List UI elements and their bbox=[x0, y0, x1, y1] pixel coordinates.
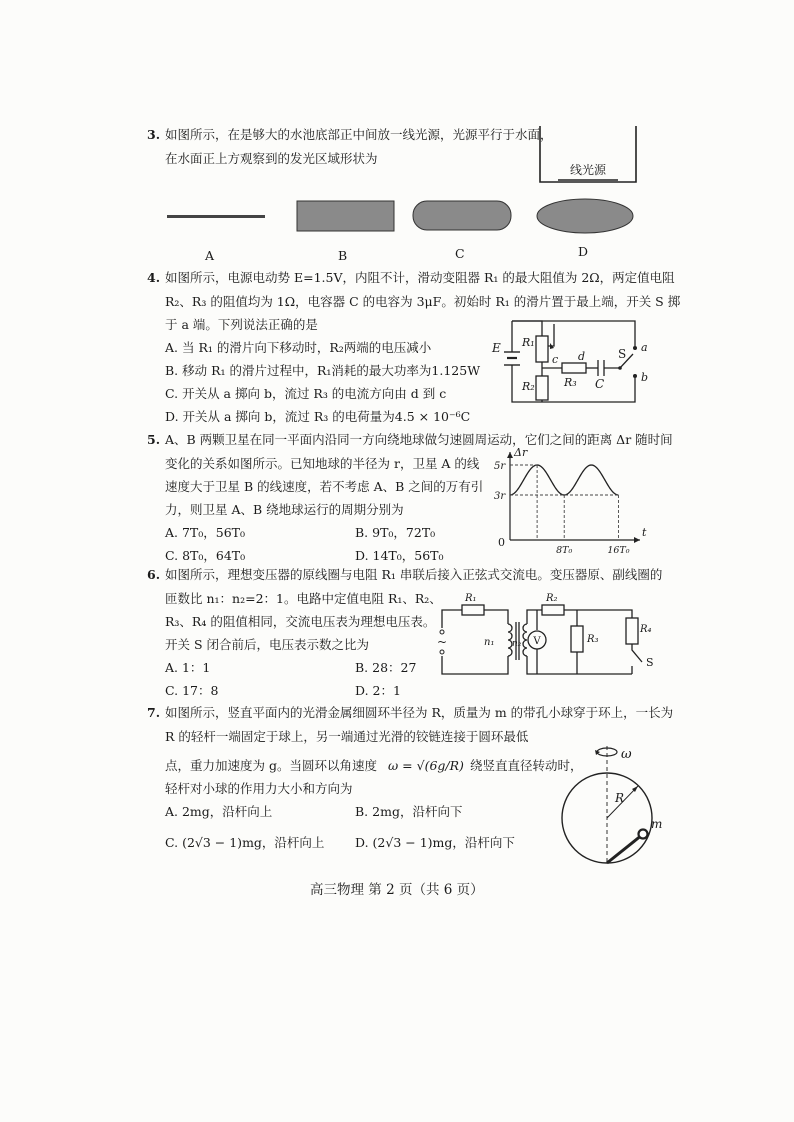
q4-circuit-diagram bbox=[490, 316, 650, 422]
q3-shape-c-capsule bbox=[413, 201, 511, 230]
page-footer: 高三物理 第 2 页（共 6 页） bbox=[310, 882, 484, 898]
q5-text-line3: 速度大于卫星 B 的线速度，若不考虑 A、B 之间的万有引 bbox=[165, 479, 484, 494]
q4-label-R1: R₁ bbox=[522, 336, 535, 349]
q5-text-line4: 力，则卫星 A、B 绕地球运行的周期分别为 bbox=[165, 502, 404, 517]
chart-origin-label: 0 bbox=[498, 536, 505, 549]
q6-label-n2: n₂ bbox=[512, 639, 522, 649]
q6-label-R3: R₃ bbox=[587, 634, 599, 645]
q4-text-line3: 于 a 端。下列说法正确的是 bbox=[165, 317, 318, 332]
q4-label-C: C bbox=[595, 377, 605, 391]
q6-number: 6. bbox=[147, 567, 161, 582]
q6-option-c: C. 17：8 bbox=[165, 683, 219, 698]
q5-option-c: C. 8T₀，64T₀ bbox=[165, 548, 246, 563]
q6-voltmeter-label: V bbox=[533, 636, 541, 647]
q3-shape-b-rect bbox=[297, 201, 394, 231]
q4-label-b: b bbox=[641, 371, 649, 384]
q4-label-a: a bbox=[641, 341, 648, 354]
q3-options-shapes bbox=[160, 196, 610, 236]
q7-omega-expression: ω = √(6g/R) bbox=[388, 758, 464, 773]
q6-label-S: S bbox=[646, 656, 654, 669]
q7-text-line1: 如图所示，竖直平面内的光滑金属细圆环半径为 R，质量为 m 的带孔小球穿于环上，一长为 bbox=[165, 705, 674, 720]
q7-option-b: B. 2mg，沿杆向下 bbox=[355, 804, 463, 819]
q4-label-E: E bbox=[492, 341, 501, 355]
q3-option-a-label: A bbox=[205, 248, 215, 263]
q7-option-c: C. (2√3 − 1)mg，沿杆向上 bbox=[165, 835, 325, 850]
q3-option-d-label: D bbox=[578, 244, 589, 259]
chart-y-tick-label: 5r bbox=[494, 461, 506, 472]
q3-shape-a-line bbox=[167, 215, 265, 218]
q4-text-line2: R₂、R₃ 的阻值均为 1Ω，电容器 C 的电容为 3μF。初始时 R₁ 的滑片置于最上端，开关 S 掷 bbox=[165, 294, 681, 309]
chart-y-tick-label: 3r bbox=[494, 491, 506, 502]
q6-label-R2: R₂ bbox=[546, 593, 558, 604]
q7-number: 7. bbox=[147, 705, 161, 720]
q7-option-d: D. (2√3 − 1)mg，沿杆向下 bbox=[355, 835, 515, 850]
q3-number: 3. bbox=[147, 127, 161, 142]
q7-text-line3b: 绕竖直直径转动时， bbox=[470, 758, 583, 773]
q6-option-b: B. 28：27 bbox=[355, 660, 417, 675]
q4-label-R2: R₂ bbox=[522, 380, 535, 393]
q4-option-b: B. 移动 R₁ 的滑片过程中，R₁消耗的最大功率为1.125W bbox=[165, 363, 481, 378]
q4-label-R3: R₃ bbox=[564, 376, 577, 389]
q5-text-line2: 变化的关系如图所示。已知地球的半径为 r，卫星 A 的线 bbox=[165, 456, 480, 471]
q7-ring-figure bbox=[555, 738, 665, 866]
q4-option-a: A. 当 R₁ 的滑片向下移动时，R₂两端的电压减小 bbox=[165, 340, 432, 355]
q6-label-n1: n₁ bbox=[484, 637, 495, 648]
chart-y-arrow bbox=[507, 452, 513, 458]
q3-option-c-label: C bbox=[455, 246, 465, 261]
q6-label-R4: R₄ bbox=[640, 624, 652, 635]
q5-number: 5. bbox=[147, 432, 161, 447]
chart-x-tick-label: 16T₀ bbox=[607, 545, 630, 556]
q6-transformer-circuit bbox=[432, 590, 657, 690]
chart-series-line bbox=[510, 465, 618, 495]
q5-option-a: A. 7T₀，56T₀ bbox=[165, 525, 246, 540]
q4-label-S: S bbox=[618, 347, 627, 361]
chart-x-arrow bbox=[634, 537, 640, 543]
q3-option-b-label: B bbox=[338, 248, 348, 263]
q5-text-line1: A、B 两颗卫星在同一平面内沿同一方向绕地球做匀速圆周运动，它们之间的距离 Δr 随时间 bbox=[165, 432, 673, 447]
q5-option-b: B. 9T₀，72T₀ bbox=[355, 525, 436, 540]
q4-label-d: d bbox=[578, 350, 586, 363]
q7-label-m: m bbox=[651, 817, 663, 831]
q4-text-line1: 如图所示，电源电动势 E=1.5V，内阻不计，滑动变阻器 R₁ 的最大阻值为 2Ω，两定值电阻 bbox=[165, 270, 675, 285]
q6-text-line3: R₃、R₄ 的阻值相同，交流电压表为理想电压表。 bbox=[165, 614, 436, 629]
q7-option-a: A. 2mg，沿杆向上 bbox=[165, 804, 273, 819]
q4-option-d: D. 开关从 a 掷向 b，流过 R₃ 的电荷量为4.5 × 10⁻⁶C bbox=[165, 409, 471, 424]
q6-option-d: D. 2：1 bbox=[355, 683, 401, 698]
q3-shape-d-ellipse bbox=[537, 199, 633, 233]
q3-text-line1: 如图所示，在是够大的水池底部正中间放一线光源，光源平行于水面， bbox=[165, 127, 553, 142]
q4-number: 4. bbox=[147, 270, 161, 285]
q6-label-R1: R₁ bbox=[465, 593, 477, 604]
q6-text-line2: 匝数比 n₁：n₂=2：1。电路中定值电阻 R₁、R₂、 bbox=[165, 591, 442, 606]
q3-text-line2: 在水面正上方观察到的发光区域形状为 bbox=[165, 151, 378, 166]
q5-distance-time-chart bbox=[480, 448, 655, 560]
q7-text-line4: 轻杆对小球的作用力大小和方向为 bbox=[165, 781, 353, 796]
q5-option-d: D. 14T₀，56T₀ bbox=[355, 548, 444, 563]
q3-pool-figure bbox=[538, 124, 638, 184]
q3-source-label: 线光源 bbox=[569, 163, 607, 177]
q7-text-line2: R 的轻杆一端固定于球上，另一端通过光滑的铰链连接于圆环最低 bbox=[165, 729, 529, 744]
q7-label-omega: ω bbox=[621, 747, 632, 762]
chart-y-axis-label: Δr bbox=[514, 446, 528, 459]
q4-option-c: C. 开关从 a 掷向 b，流过 R₃ 的电流方向由 d 到 c bbox=[165, 386, 447, 401]
chart-x-tick-label: 8T₀ bbox=[556, 545, 573, 556]
q6-ac-source-label: ~ bbox=[437, 635, 448, 649]
q6-option-a: A. 1：1 bbox=[165, 660, 211, 675]
chart-x-axis-label: t bbox=[642, 526, 647, 539]
q4-label-c: c bbox=[552, 353, 559, 366]
q6-text-line1: 如图所示，理想变压器的原线圈与电阻 R₁ 串联后接入正弦式交流电。变压器原、副线圈的 bbox=[165, 567, 663, 582]
q7-label-R: R bbox=[615, 791, 625, 805]
q6-text-line4: 开关 S 闭合前后，电压表示数之比为 bbox=[165, 637, 370, 652]
q7-text-line3: 点，重力加速度为 g。当圆环以角速度 bbox=[165, 758, 377, 773]
